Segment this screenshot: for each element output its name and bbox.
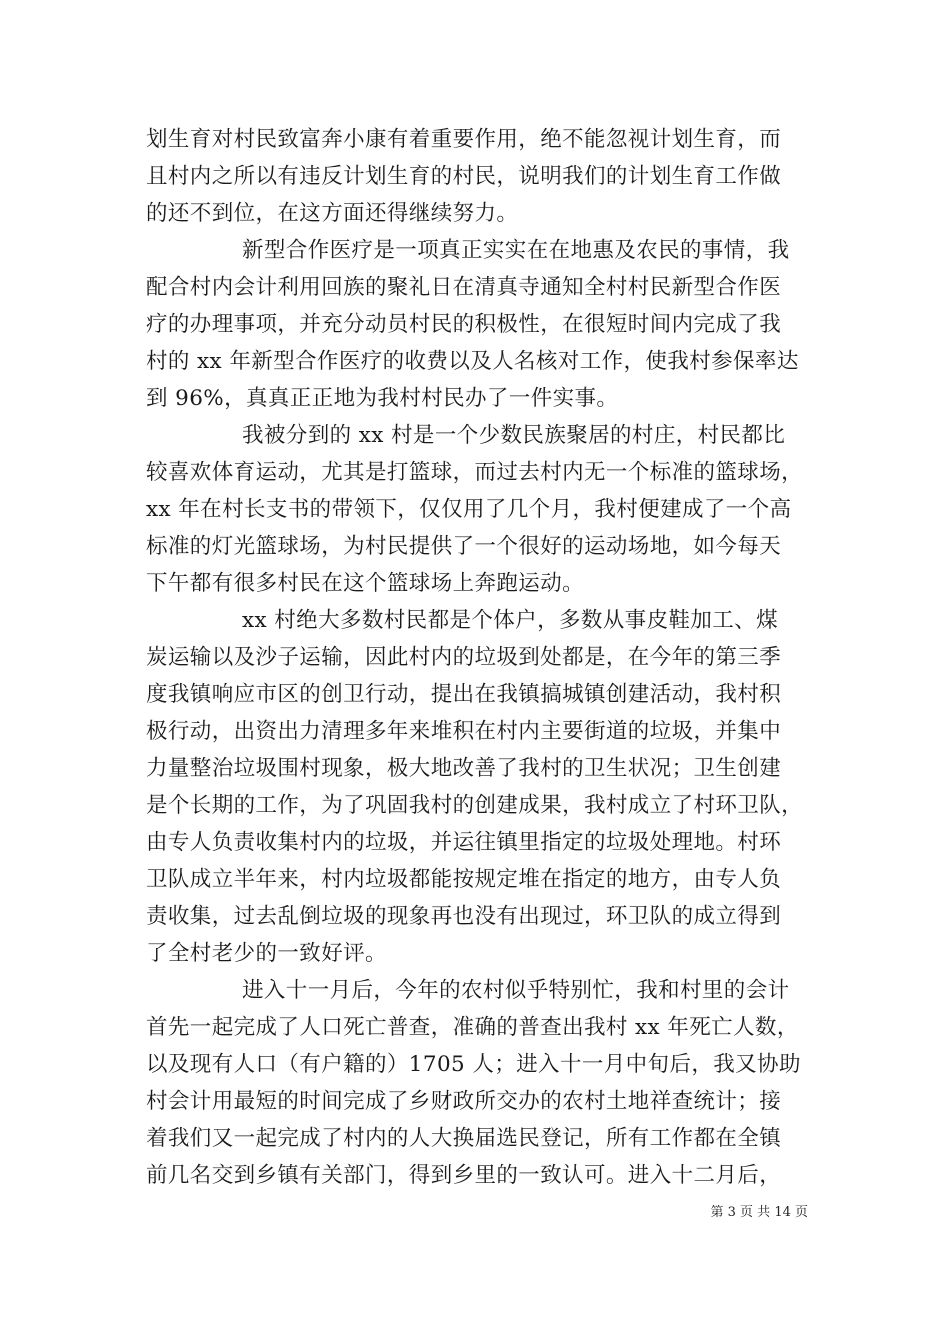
text-line: 炭运输以及沙子运输，因此村内的垃圾到处都是，在今年的第三季 [146,645,782,670]
page-number: 第 3 页 共 14 页 [710,1205,808,1220]
text-line: 卫队成立半年来，村内垃圾都能按规定堆在指定的地方，由专人负 [146,867,782,892]
text-line: 村会计用最短的时间完成了乡财政所交办的农村土地祥查统计；接 [146,1089,782,1114]
text-line: 了全村老少的一致好评。 [146,941,387,966]
text-line: 着我们又一起完成了村内的人大换届选民登记，所有工作都在全镇 [146,1126,782,1151]
text-line: 新型合作医疗是一项真正实实在在地惠及农民的事情，我 [242,238,790,263]
text-line: 前几名交到乡镇有关部门，得到乡里的一致认可。进入十二月后， [146,1163,782,1188]
text-line: 首先一起完成了人口死亡普查，准确的普查出我村 xx 年死亡人数， [146,1015,799,1040]
text-line: 疗的办理事项，并充分动员村民的积极性，在很短时间内完成了我 [146,312,782,337]
text-line: 责收集，过去乱倒垃圾的现象再也没有出现过，环卫队的成立得到 [146,904,782,929]
text-line: 村的 xx 年新型合作医疗的收费以及人名核对工作，使我村参保率达 [146,349,799,374]
text-line: 配合村内会计利用回族的聚礼日在清真寺通知全村村民新型合作医 [146,275,782,300]
text-line: 极行动，出资出力清理多年来堆积在村内主要街道的垃圾，并集中 [146,719,782,744]
text-line: 度我镇响应市区的创卫行动，提出在我镇搞城镇创建活动，我村积 [146,682,782,707]
text-line: 由专人负责收集村内的垃圾，并运往镇里指定的垃圾处理地。村环 [146,830,782,855]
text-line: 下午都有很多村民在这个篮球场上奔跑运动。 [146,571,585,596]
text-line: xx 年在村长支书的带领下，仅仅用了几个月，我村便建成了一个高 [146,497,792,522]
body-text [146,121,810,1194]
text-line: 是个长期的工作，为了巩固我村的创建成果，我村成立了村环卫队， [146,793,804,818]
text-line: 标准的灯光篮球场，为村民提供了一个很好的运动场地，如今每天 [146,534,782,559]
paragraph [146,972,810,1194]
text-line: 力量整治垃圾围村现象，极大地改善了我村的卫生状况；卫生创建 [146,756,782,781]
text-line: 进入十一月后，今年的农村似乎特别忙，我和村里的会计 [242,978,790,1003]
text-line: 到 96%，真真正正地为我村村民办了一件实事。 [146,386,619,411]
text-line: 划生育对村民致富奔小康有着重要作用，绝不能忽视计划生育，而 [146,127,782,152]
paragraph [146,602,810,972]
paragraph [146,121,810,232]
paragraph [146,417,810,602]
text-line: xx 村绝大多数村民都是个体户，多数从事皮鞋加工、煤 [242,608,778,633]
text-line: 且村内之所以有违反计划生育的村民，说明我们的计划生育工作做 [146,164,782,189]
text-line: 我被分到的 xx 村是一个少数民族聚居的村庄，村民都比 [242,423,786,448]
text-line: 以及现有人口（有户籍的）1705 人；进入十一月中旬后，我又协助 [146,1052,801,1077]
text-line: 较喜欢体育运动，尤其是打篮球，而过去村内无一个标准的篮球场， [146,460,804,485]
text-line: 的还不到位，在这方面还得继续努力。 [146,201,519,226]
paragraph [146,232,810,417]
